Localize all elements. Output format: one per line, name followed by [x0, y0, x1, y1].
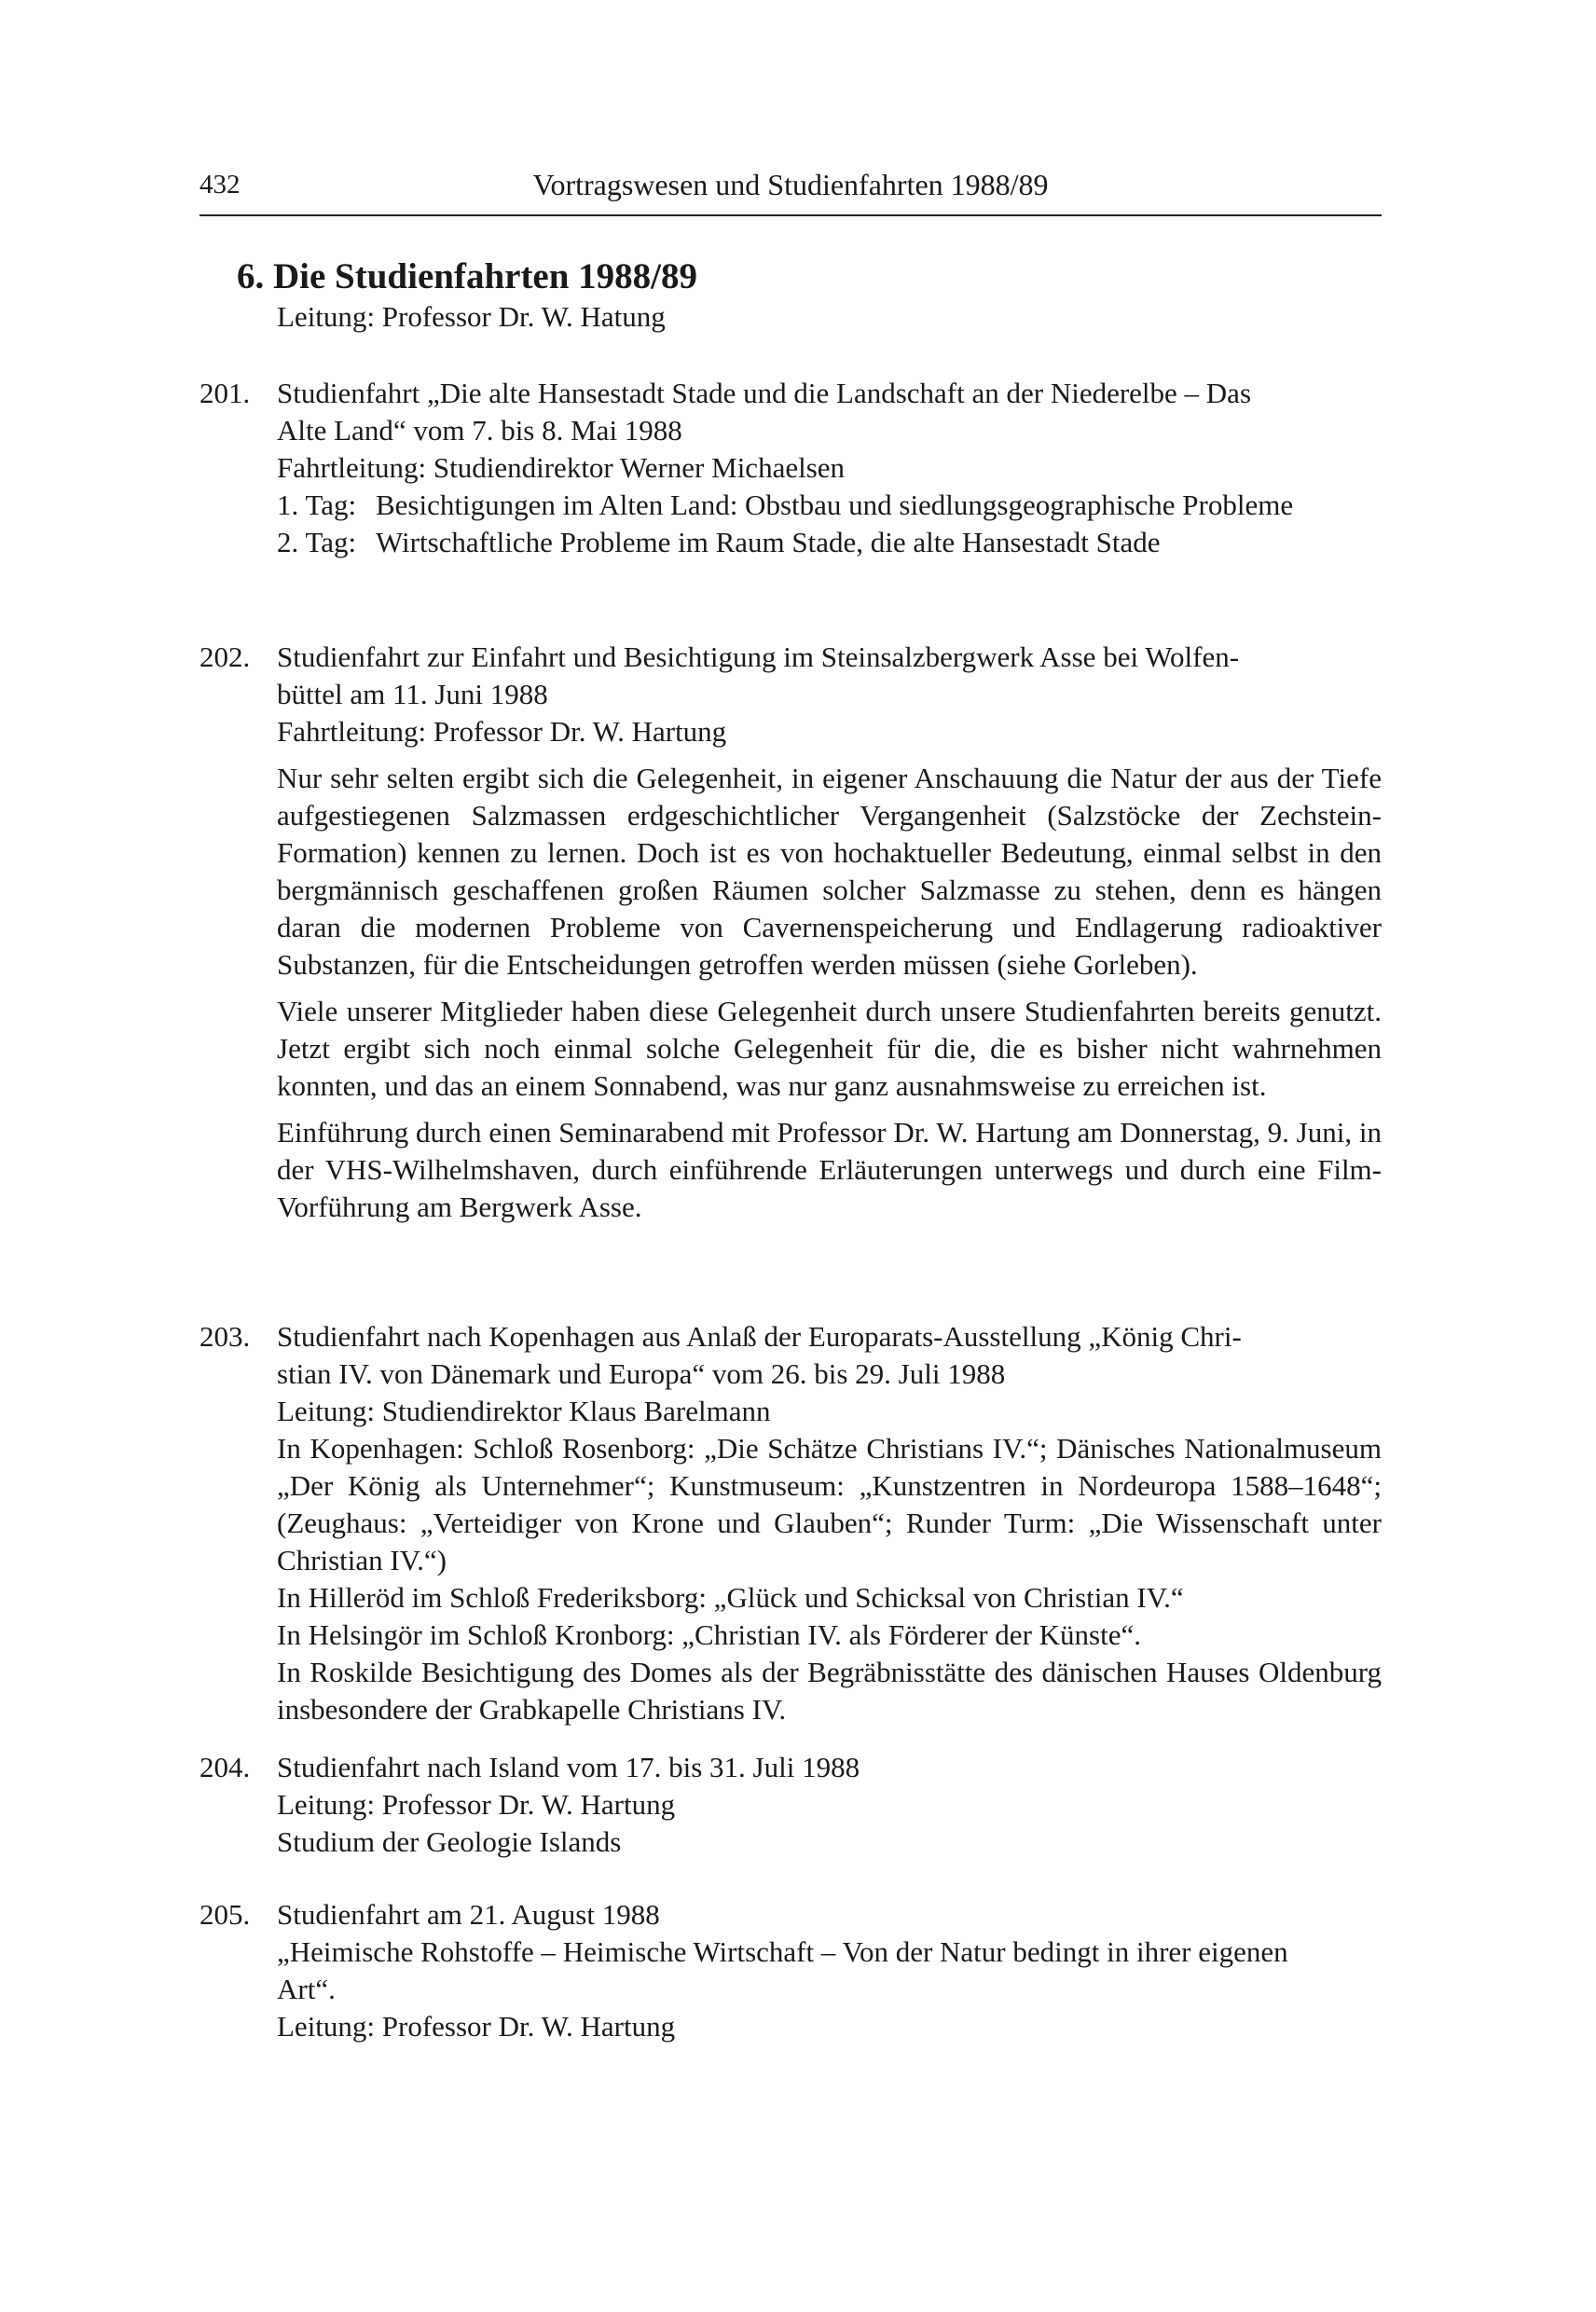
- entry-text-block: In Kopenhagen: Schloß Rosenborg: „Die Schätze Christians IV.“; Dänisches Nationalmuseum „Der König als Unternehmer“; Kunstmuseum: „Kunstzentren in Nordeuropa 1588–1648“; (Zeughaus: „Verteidiger von Krone und Glauben“; Runder Turm: „Die Wissenschaft unter Christian IV.“): [277, 1432, 1382, 1576]
- section-title: 6. Die Studienfahrten 1988/89: [237, 256, 698, 296]
- entry-paragraph: Nur sehr selten ergibt sich die Gelegenheit, in eigener Anschauung die Natur der aus der Tiefe aufgestiegenen Salzmassen erdgeschichtlicher Vergangenheit (Salzstöcke der Zechstein-Formation) kennen zu lernen. Doch ist es von hochaktueller Bedeutung, einmal selbst in den bergmännisch geschaffenen großen Räumen solcher Salzmasse zu stehen, denn es hängen daran die modernen Probleme von Cavernenspeicherung und Endlagerung radioaktiver Substanzen, für die Entscheidungen getroffen werden müssen (siehe Gorleben).: [277, 762, 1382, 981]
- entry-number: 201.: [200, 377, 251, 409]
- day-row: [277, 487, 1382, 524]
- entry-number: 202.: [200, 640, 251, 673]
- entry-title-line: Studienfahrt zur Einfahrt und Besichtigung im Steinsalzbergwerk Asse bei Wolfen-: [277, 640, 1240, 673]
- section-lead: Leitung: Professor Dr. W. Hatung: [277, 300, 666, 333]
- entry-203: [200, 1318, 1382, 1728]
- entry-leader: Leitung: Studiendirektor Klaus Barelmann: [277, 1395, 771, 1427]
- entry-line: Studium der Geologie Islands: [277, 1825, 622, 1858]
- entry-closing-block: In Roskilde Besichtigung des Domes als der Begräbnisstätte des dänischen Hauses Oldenburg insbesondere der Grabkapelle Christians IV.: [277, 1656, 1382, 1726]
- day-tag: 2. Tag:: [277, 526, 357, 558]
- entry-paragraph: Viele unserer Mitglieder haben diese Gelegenheit durch unsere Studienfahrten bereits genutzt. Jetzt ergibt sich noch einmal solche Gelegenheit für die, die es bisher nicht wahrnehmen konnten, und das an einem Sonnabend, was nur ganz ausnahmsweise zu erreichen ist.: [277, 995, 1382, 1102]
- entry-title-line: Studienfahrt am 21. August 1988: [277, 1898, 660, 1931]
- entry-title-line: Studienfahrt „Die alte Hansestadt Stade und die Landschaft an der Niederelbe – Das: [277, 377, 1252, 409]
- entry-number: 203.: [200, 1320, 251, 1353]
- entry-number: 204.: [200, 1751, 251, 1783]
- entry-title-line: stian IV. von Dänemark und Europa“ vom 26. bis 29. Juli 1988: [277, 1357, 1006, 1390]
- entry-title-line: Studienfahrt nach Kopenhagen aus Anlaß der Europarats-Ausstellung „König Chri-: [277, 1320, 1242, 1353]
- entry-leader: Fahrtleitung: Studiendirektor Werner Michaelsen: [277, 451, 846, 484]
- entry-leader: Leitung: Professor Dr. W. Hartung: [277, 1788, 676, 1821]
- running-title: Vortragswesen und Studienfahrten 1988/89: [532, 168, 1049, 201]
- day-row: [277, 524, 1382, 561]
- entry-text-block: „Heimische Rohstoffe – Heimische Wirtschaft – Von der Natur bedingt in ihrer eigenen Art“.: [277, 1935, 1288, 2005]
- entry-title-line: büttel am 11. Juni 1988: [277, 678, 548, 710]
- entry-201: [200, 375, 1382, 561]
- entry-leader: Fahrtleitung: Professor Dr. W. Hartung: [277, 715, 727, 748]
- entry-title-line: Studienfahrt nach Island vom 17. bis 31. Juli 1988: [277, 1751, 860, 1783]
- page-number: 432: [200, 170, 241, 200]
- day-tag: 1. Tag:: [277, 489, 357, 521]
- day-text: Besichtigungen im Alten Land: Obstbau und siedlungsgeographische Probleme: [376, 489, 1294, 521]
- page-header: [200, 166, 1382, 216]
- entry-line: In Hilleröd im Schloß Frederiksborg: „Glück und Schicksal von Christian IV.“: [277, 1581, 1184, 1614]
- day-text: Wirtschaftliche Probleme im Raum Stade, die alte Hansestadt Stade: [376, 526, 1161, 558]
- entry-title-line: Alte Land“ vom 7. bis 8. Mai 1988: [277, 414, 682, 447]
- entry-205: [200, 1896, 1382, 2045]
- entry-line: In Helsingör im Schloß Kronborg: „Christian IV. als Förderer der Künste“.: [277, 1618, 1141, 1651]
- entry-number: 205.: [200, 1898, 251, 1931]
- entry-leader: Leitung: Professor Dr. W. Hartung: [277, 2010, 676, 2043]
- entry-204: [200, 1749, 1382, 1861]
- entry-202: [200, 639, 1382, 1226]
- entry-paragraph: Einführung durch einen Seminarabend mit Professor Dr. W. Hartung am Donnerstag, 9. Juni, in der VHS-Wilhelmshaven, durch einführende Erläuterungen unterwegs und durch eine Film-Vorführung am Bergwerk Asse.: [277, 1116, 1382, 1223]
